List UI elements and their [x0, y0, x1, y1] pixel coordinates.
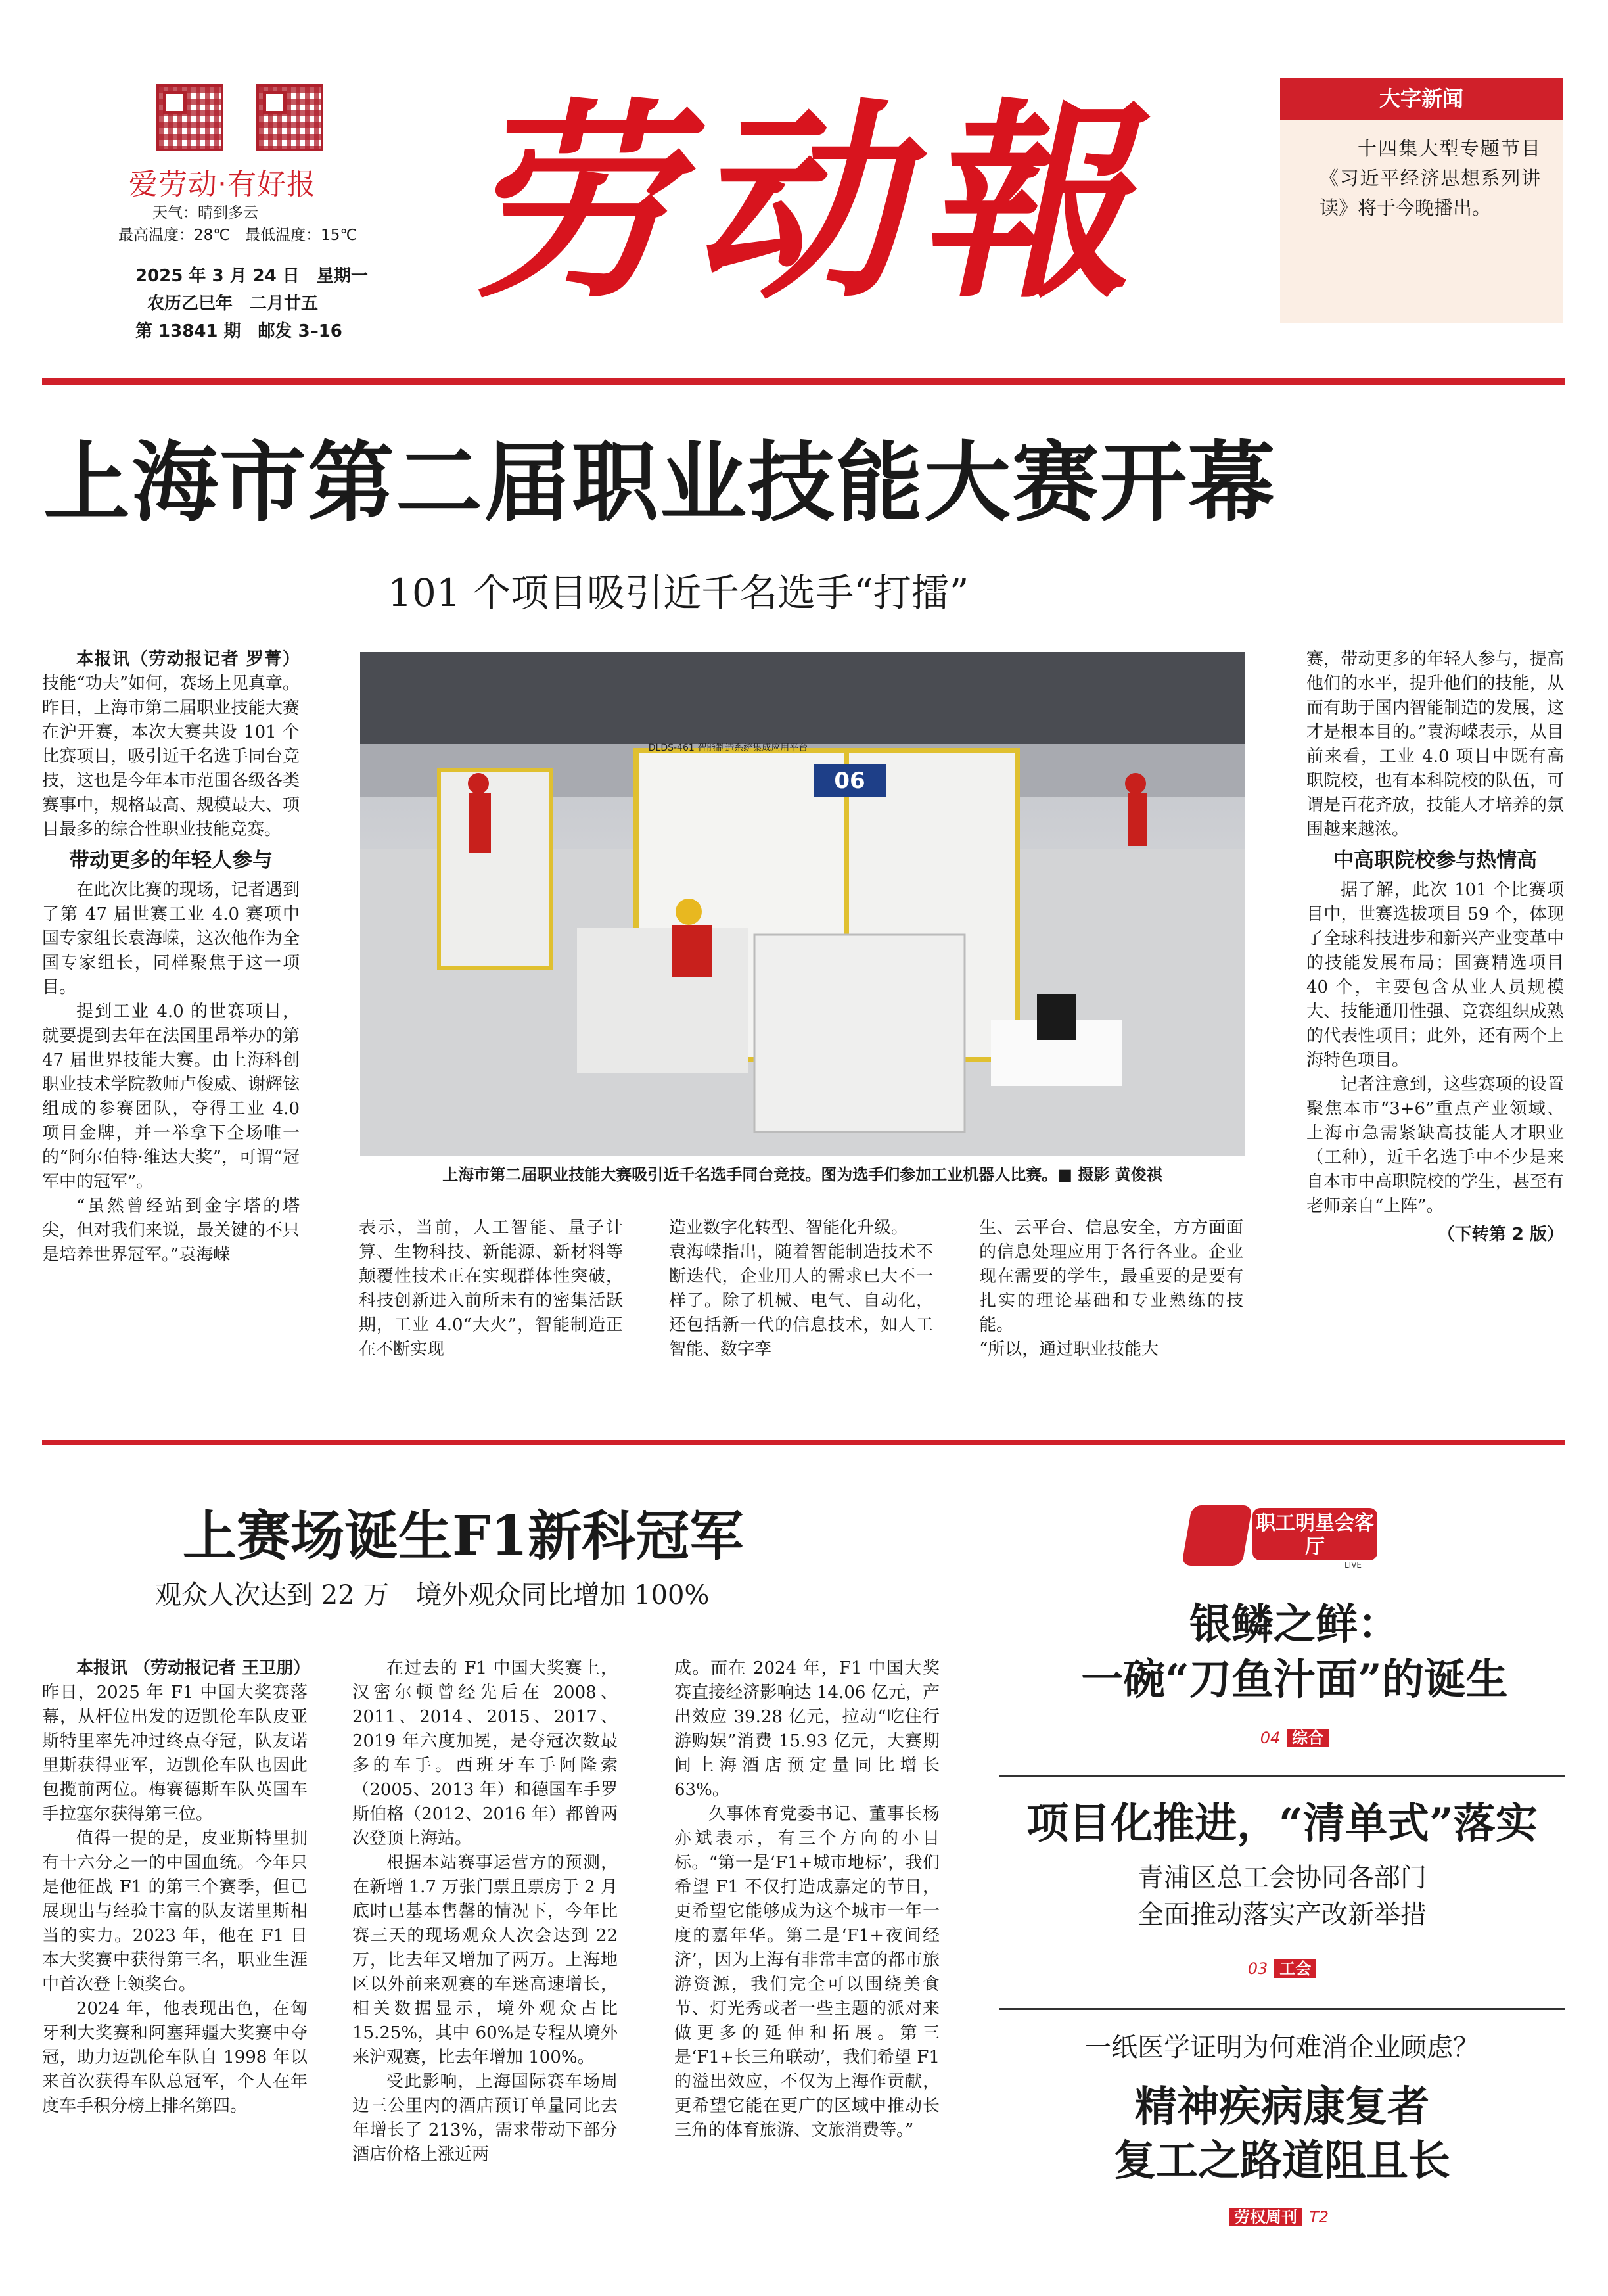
slogan: 爱劳动·有好报 — [129, 168, 316, 201]
item3-section: 劳权周刊 T2 — [1229, 2204, 1335, 2227]
section-heading: 带动更多的年轻人参与 — [69, 849, 273, 872]
bigtype-box — [1280, 120, 1563, 323]
photo-caption: 上海市第二届职业技能大赛吸引近千名选手同台竞技。图为选手们参加工业机器人比赛。■ 摄影 黄俊祺 — [442, 1165, 1162, 1184]
paragraph: 赛，带动更多的年轻人参与，提高他们的水平，提升他们的技能，从而有助于国内智能制造的发展，这才是根本目的。”袁海嵘表示，从目前来看，工业 4.0 项目中既有高职院校，也有本科院校的队伍，可谓是百花齐放，技能人才培养的氛围越来越浓。 — [1306, 649, 1564, 839]
item3-kicker: 一纸医学证明为何难消企业顾虑？ — [1085, 2032, 1479, 2063]
issue-number: 第 13841 期 邮发 3–16 — [135, 321, 342, 341]
f1-column-3 — [674, 1656, 940, 2143]
date: 2025 年 3 月 24 日 星期一 — [135, 266, 368, 286]
bigtype-text: 十四集大型专题节目《习近平经济思想系列讲读》将于今晚播出。 — [1320, 137, 1540, 219]
item2-subtitle-line1: 青浦区总工会协同各部门 — [1137, 1863, 1427, 1893]
temperatures: 最高温度：28℃ 最低温度：15℃ — [118, 227, 357, 244]
lead-under-photo-2 — [669, 1216, 933, 1362]
bigtype-tag: 大字新闻 — [1280, 78, 1563, 120]
paragraph: 在此次比赛的现场，记者遇到了第 47 届世赛工业 4.0 赛项中国专家组长袁海嵘，这次他作为全国专家组长，同样聚焦于这一项目。 — [42, 880, 300, 997]
lead-under-photo-1: 表示，当前，人工智能、量子计算、生物科技、新能源、新材料等颠覆性技术正在实现群体性突破，科技创新进入前所未有的密集活跃期，工业 4.0“大火”，智能制造正在不断实现 — [359, 1218, 623, 1359]
paragraph: 据了解，此次 101 个比赛项目中，世赛选拔项目 59 个，体现了全球科技进步和新兴产业变革中的技能发展布局；国赛精选项目 40 个，主要包含从业人员规模大、技能通用性强、竞赛组织成熟的代表性项目；此外，还有两个上海特色项目。 — [1306, 880, 1564, 1070]
section-heading: 中高职院校参与热情高 — [1333, 849, 1537, 872]
lead-photo[interactable] — [360, 652, 1245, 1156]
paragraph: 受此影响，上海国际赛车场周边三公里内的酒店预订单量同比去年增长了 213%，需求带动下部分酒店价格上涨近两 — [352, 2072, 618, 2165]
qr-code-1[interactable] — [156, 84, 223, 151]
paragraph: 造业数字化转型、智能化升级。 袁海嵘指出，随着智能制造技术不断迭代，企业用人的需求已大不一样了。除了机械、电气、自动化，还包括新一代的信息技术，如人工智能、数字孪 — [669, 1218, 933, 1359]
masthead-rule — [42, 378, 1565, 385]
item1-title-line1: 银鳞之鲜： — [1189, 1600, 1400, 1649]
paragraph: 生、云平台、信息安全，方方面面的信息处理应用于各行各业。企业现在需要的学生，最重要的是要有扎实的理论基础和专业熟练的技能。 “所以，通过职业技能大 — [979, 1218, 1243, 1359]
sidebar-item-1[interactable] — [1025, 1597, 1564, 1748]
sidebar-item-3[interactable] — [999, 2028, 1565, 2227]
f1-column-2 — [352, 1656, 618, 2167]
sidebar-divider-1 — [999, 1775, 1565, 1777]
logo-text: 职工明星会客厅 — [1252, 1508, 1377, 1560]
lunar-date: 农历乙巳年 二月廿五 — [147, 294, 319, 314]
paragraph: 2024 年，他表现出色，在匈牙利大奖赛和阿塞拜疆大奖赛中夺冠，助力迈凯伦车队自 1998 年以来首次获得车队总冠军，个人在年度车手积分榜上排名第四。 — [42, 1999, 308, 2116]
newspaper-logo: 劳动報 — [457, 80, 1189, 327]
section-rule — [42, 1440, 1565, 1445]
logo-live: LIVE — [1344, 1560, 1362, 1570]
factory-scene — [360, 652, 1245, 1156]
lead-headline: 上海市第二届职业技能大赛开幕 — [43, 432, 1276, 534]
f1-headline: 上赛场诞生F1新科冠军 — [183, 1505, 744, 1568]
qr-code-2[interactable] — [256, 84, 323, 151]
lead-under-photo-3 — [979, 1216, 1243, 1362]
item2-subtitle-line2: 全面推动落实产改新举措 — [1137, 1900, 1427, 1930]
paragraph: 值得一提的是，皮亚斯特里拥有十六分之一的中国血统。今年只是他征战 F1 的第三个赛季，但已展现出与经验丰富的队友诺里斯相当的实力。2023 年，他在 F1 日本大奖赛中获得第三名，职业生涯中首次登上领奖台。 — [42, 1829, 308, 1994]
paragraph: 记者注意到，这些赛项的设置聚焦本市“3+6”重点产业领域、上海市急需紧缺高技能人才职业（工种），近千名选手中不少是来自本市中高职院校的学生，甚至有老师亲自“上阵”。 — [1306, 1075, 1564, 1216]
paragraph: 提到工业 4.0 的世赛项目，就要提到去年在法国里昂举办的第 47 届世界技能大赛。由上海科创职业技术学院教师卢俊威、谢辉铉组成的参赛团队，夺得工业 4.0 项目金牌，并一举拿下全场唯一的“阿尔伯特·维达大奖”，可谓“冠军中的冠军”。 — [42, 1002, 300, 1192]
byline: 本报讯 （劳动报记者 王卫朋） — [76, 1658, 311, 1678]
station-number: 06 — [834, 768, 865, 794]
paragraph: 久事体育党委书记、董事长杨亦斌表示，有三个方向的小目标。“第一是‘F1+城市地标’，我们希望 F1 不仅打造成嘉定的节日，更希望它能够成为这个城市一年一度的嘉年华。第二是‘F1+夜间经济’，因为上海有非常丰富的都市旅游资源，我们完全可以围绕美食节、灯光秀或者一些主题的派对来做更多的延伸和拓展。第三是‘F1+长三角联动’，我们希望 F1 的溢出效应，不仅为上海作贡献，更希望它能在更广的区域中推动长三角的体育旅游、文旅消费等。” — [674, 1804, 940, 2140]
item3-title-line2: 复工之路道阻且长 — [1114, 2136, 1450, 2186]
station-banner: DLDS-461 智能制造系统集成应用平台 — [648, 743, 808, 753]
paragraph: “虽然曾经站到金字塔的塔尖，但对我们来说，最关键的不只是培养世界冠军。”袁海嵘 — [42, 1196, 300, 1265]
item1-section: 04 综合 — [1260, 1725, 1329, 1748]
workers-lounge-logo — [1187, 1499, 1384, 1571]
item2-section: 03 工会 — [1248, 1956, 1317, 1979]
continued-note[interactable]: （下转第 2 版） — [1437, 1225, 1564, 1244]
f1-subheadline: 观众人次达到 22 万 境外观众同比增加 100% — [155, 1580, 710, 1610]
lead-column-4 — [1306, 647, 1564, 1247]
paragraph: 根据本站赛事运营方的预测，在新增 1.7 万张门票且票房于 2 月底时已基本售罄的情况下，今年比赛三天的现场观众人次会达到 22 万，比去年又增加了两万。上海地区以外前来观赛的车迷高速增长，相关数据显示，境外观众占比 15.25%，其中 60%是专程从境外来沪观赛，比去年增加 100%。 — [352, 1853, 618, 2067]
f1-column-1: 本报讯 （劳动报记者 王卫朋）昨日，2025 年 F1 中国大奖赛落幕，从杆位出发的迈凯伦车队皮亚斯特里率先冲过终点夺冠，队友诺里斯获得亚军，迈凯伦车队也因此包揽前两位。梅赛德斯车队英国车手拉塞尔获得第三位。 值得一提的是，皮亚斯特里拥有十六分之一的中国血统。今年只是他征战 F1 的第三个赛季，但已展现出与经验丰富的队友诺里斯相当的实力。2023 年，他在 F1 日本大奖赛中获得第三名，职业生涯中首次登上领奖台。 2024 年，他表现出色，在匈牙利大奖赛和阿塞拜疆大奖赛中夺冠，助力迈凯伦车队自 1998 年以来首次获得车队总冠军，个人在年度车手积分榜上排名第四。 — [42, 1656, 308, 2119]
item3-title-line1: 精神疾病康复者 — [1135, 2082, 1429, 2132]
lead-column-1: 本报讯（劳动报记者 罗菁）技能“功夫”如何，赛场上见真章。昨日，上海市第二届职业技能大赛在沪开赛，本次大赛共设 101 个比赛项目，吸引近千名选手同台竞技，这也是今年本市范围各级各类赛事中，规格最高、规模最大、项目最多的综合性职业技能竞赛。 带动更多的年轻人参与 在此次比赛的现场，记者遇到了第 47 届世赛工业 4.0 赛项中国专家组长袁海嵘，这次他作为全国专家组长，同样聚焦于这一项目。 提到工业 4.0 的世赛项目，就要提到去年在法国里昂举办的第 47 届世界技能大赛。由上海科创职业技术学院教师卢俊威、谢辉铉组成的参赛团队，夺得工业 4.0 项目金牌，并一举拿下全场唯一的“阿尔伯特·维达大奖”，可谓“冠军中的冠军”。 “虽然曾经站到金字塔的塔尖，但对我们来说，最关键的不只是培养世界冠军。”袁海嵘 — [42, 647, 300, 1267]
lead-subheadline: 101 个项目吸引近千名选手“打擂” — [388, 571, 969, 615]
sidebar-divider-2 — [999, 2008, 1565, 2010]
weather: 天气：晴到多云 — [152, 204, 258, 222]
byline: 本报讯（劳动报记者 罗菁） — [76, 649, 300, 669]
paragraph: 在过去的 F1 中国大奖赛上，汉密尔顿曾经先后在 2008、2011、2014、2015、2017、2019 年六度加冕，是夺冠次数最多的车手。西班牙车手阿隆索（2005、2013 年）和德国车手罗斯伯格（2012、2016 年）都曾两次登顶上海站。 — [352, 1658, 618, 1848]
item2-title: 项目化推进，“清单式”落实 — [1026, 1799, 1538, 1848]
logo-badge — [1182, 1505, 1252, 1566]
sidebar-item-2[interactable] — [999, 1798, 1565, 1979]
item1-title-line2: 一碗“刀鱼汁面”的诞生 — [1081, 1655, 1508, 1704]
paragraph: 成。而在 2024 年，F1 中国大奖赛直接经济影响达 14.06 亿元，产出效应 39.28 亿元，拉动“吃住行游购娱”消费 15.93 亿元，大赛期间上海酒店预定量同比增长 63%。 — [674, 1658, 940, 1800]
